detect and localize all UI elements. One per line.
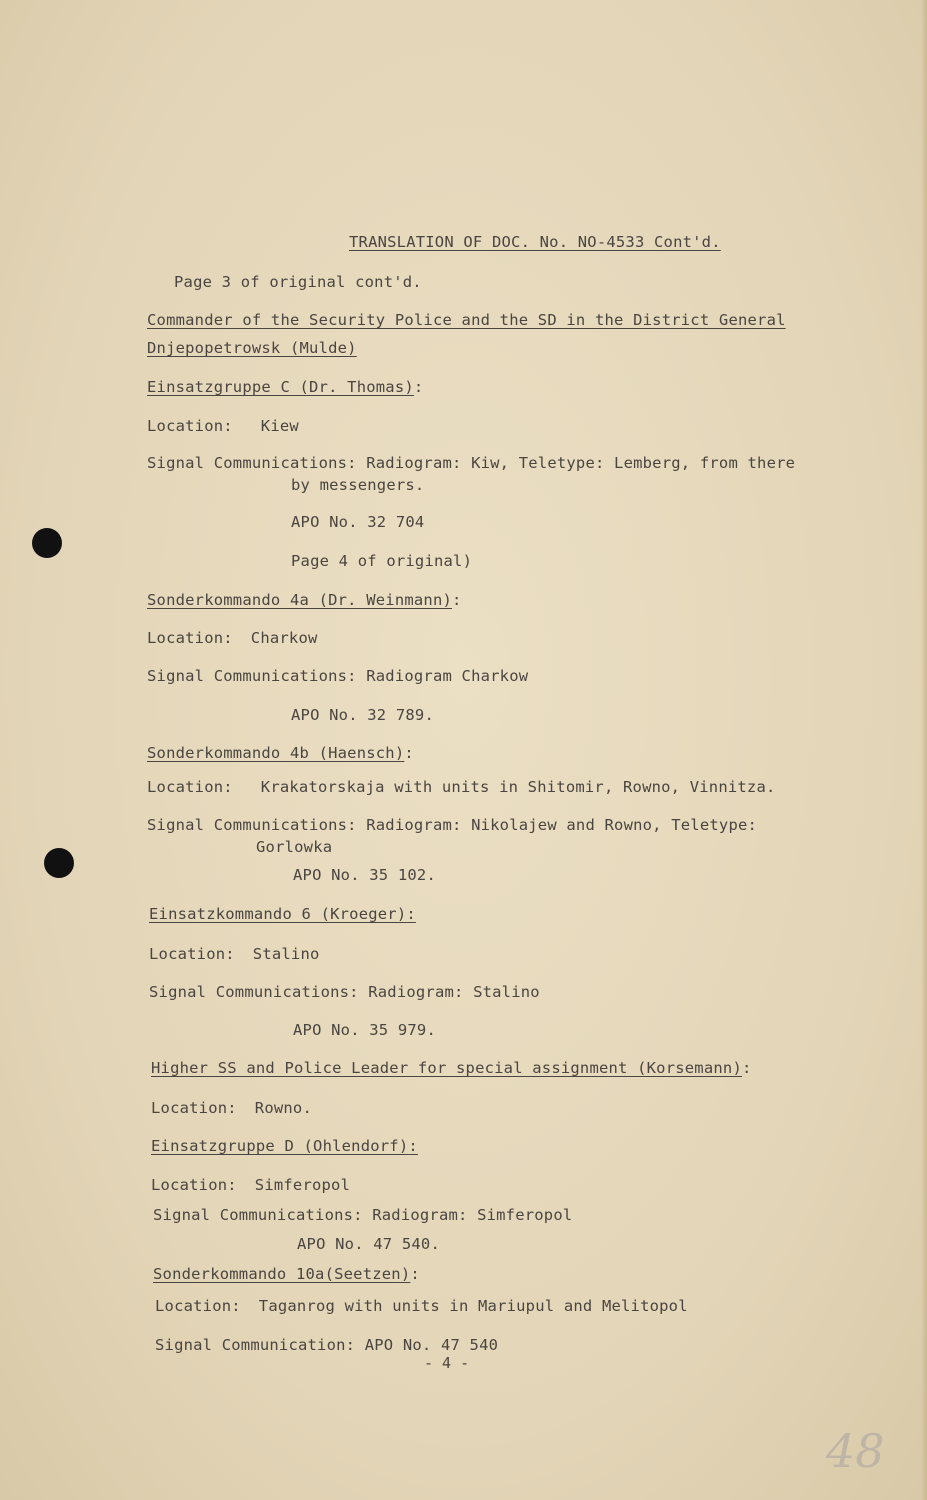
eg-c-signal-2: by messengers. [291,476,425,494]
sk-4a-location: Location: Charkow [147,629,318,647]
sk-10a-location: Location: Taganrog with units in Mariupul and Melitopol [155,1297,688,1315]
doc-header: TRANSLATION OF DOC. No. NO-4533 Cont'd. [349,233,721,251]
ek-6-heading: Einsatzkommando 6 (Kroeger): [149,905,416,923]
hsspf-heading: Higher SS and Police Leader for special assignment (Korsemann): [151,1059,752,1077]
ek-6-apo: APO No. 35 979. [293,1021,436,1039]
sk-4b-location: Location: Krakatorskaja with units in Shitomir, Rowno, Vinnitza. [147,778,776,796]
eg-c-page-ref: Page 4 of original) [291,552,473,570]
sk-4a-apo: APO No. 32 789. [291,706,434,724]
eg-c-signal-1: Signal Communications: Radiogram: Kiw, Teletype: Lemberg, from there [147,454,796,472]
page-number: - 4 - [424,1354,470,1372]
eg-d-heading: Einsatzgruppe D (Ohlendorf): [151,1137,418,1155]
sk-4a-signal: Signal Communications: Radiogram Charkow [147,667,529,685]
sk-4a-heading: Sonderkommando 4a (Dr. Weinmann): [147,591,462,609]
eg-c-location: Location: Kiew [147,417,299,435]
punch-hole [32,528,62,558]
eg-d-apo: APO No. 47 540. [297,1235,440,1253]
commander-heading-1: Commander of the Security Police and the SD in the District General [147,311,786,329]
commander-heading-2: Dnjepopetrowsk (Mulde) [147,339,357,357]
archive-mark: 48 [826,1424,885,1478]
sk-4b-heading: Sonderkommando 4b (Haensch): [147,744,414,762]
eg-d-signal: Signal Communications: Radiogram: Simferopol [153,1206,573,1224]
ek-6-signal: Signal Communications: Radiogram: Stalino [149,983,540,1001]
punch-hole [44,848,74,878]
eg-c-apo: APO No. 32 704 [291,513,425,531]
ek-6-location: Location: Stalino [149,945,320,963]
page-reference: Page 3 of original cont'd. [174,273,422,291]
sk-4b-apo: APO No. 35 102. [293,866,436,884]
paper-edge [921,0,927,1500]
hsspf-location: Location: Rowno. [151,1099,312,1117]
sk-10a-heading: Sonderkommando 10a(Seetzen): [153,1265,420,1283]
sk-4b-signal-2: Gorlowka [256,838,333,856]
sk-4b-signal-1: Signal Communications: Radiogram: Nikolajew and Rowno, Teletype: [147,816,758,834]
eg-c-heading: Einsatzgruppe C (Dr. Thomas): [147,378,424,396]
eg-d-location: Location: Simferopol [151,1176,351,1194]
sk-10a-signal: Signal Communication: APO No. 47 540 [155,1336,499,1354]
